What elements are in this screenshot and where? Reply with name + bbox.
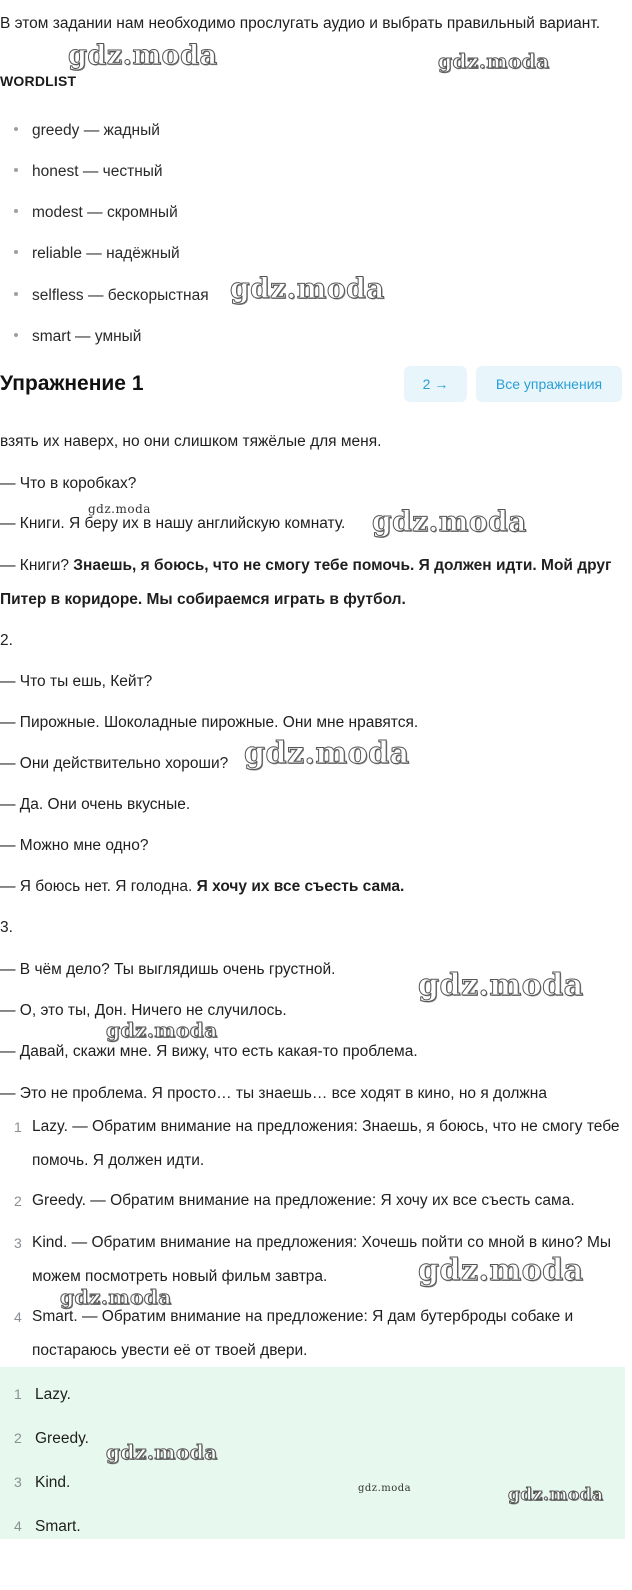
transcript-line: — Они действительно хороши? — [0, 755, 229, 772]
transcript-line: — Книги? Знаешь, я боюсь, что не смогу тебе помочь. Я должен идти. Мой друг — [0, 557, 612, 574]
explanation-item: 1 Lazy. — Обратим внимание на предложения: Знаешь, я боюсь, что не смогу тебе помочь. Я должен идти. — [14, 1118, 620, 1169]
watermark: gdz.moda — [438, 49, 550, 73]
all-exercises-button[interactable]: Все упражнения — [476, 366, 622, 402]
transcript-line: — Я боюсь нет. Я голодна. Я хочу их все съесть сама. — [0, 878, 405, 895]
watermark: gdz.moda — [88, 502, 151, 516]
watermark: gdz.moda — [68, 40, 218, 71]
watermark: gdz.moda — [418, 968, 584, 1003]
transcript-line: — Пирожные. Шоколадные пирожные. Они мне нравятся. — [0, 714, 419, 731]
exercise-title: Упражнение 1 — [0, 372, 144, 395]
watermark: gdz.moda — [508, 1485, 604, 1505]
transcript-line: — Можно мне одно? — [0, 837, 149, 854]
bullet-icon — [14, 168, 18, 172]
transcript-line: — В чём дело? Ты выглядишь очень грустной. — [0, 961, 336, 978]
watermark: gdz.moda — [372, 505, 527, 538]
watermark: gdz.moda — [230, 272, 385, 305]
bullet-icon — [14, 250, 18, 254]
explanation-item: 4 Smart. — Обратим внимание на предложение: Я дам бутерброды собаке и постараюсь увести её от твоей двери. — [14, 1308, 574, 1359]
watermark: gdz.moda — [244, 736, 410, 771]
watermark: gdz.moda — [106, 1440, 218, 1464]
watermark: gdz.moda — [418, 1253, 584, 1288]
transcript-line: — Книги. Я беру их в нашу английскую комнату. — [0, 515, 346, 532]
bullet-icon — [14, 292, 18, 296]
wordlist-heading: WORDLIST — [0, 73, 77, 89]
answer-item: 1 Lazy. — [14, 1386, 71, 1403]
bullet-icon — [14, 333, 18, 337]
watermark: gdz.moda — [106, 1018, 218, 1042]
answers-panel — [0, 1367, 625, 1539]
dialog-number: 2. — [0, 632, 13, 649]
next-exercise-button[interactable]: 2 → — [404, 366, 467, 402]
watermark: gdz.moda — [358, 1483, 412, 1494]
transcript-line: Питер в коридоре. Мы собираемся играть в футбол. — [0, 591, 406, 608]
wordlist-item: reliable — надёжный — [14, 244, 180, 264]
explanation-item: 2 Greedy. — Обратим внимание на предложение: Я хочу их все съесть сама. — [14, 1192, 575, 1209]
transcript-line: — Что ты ешь, Кейт? — [0, 673, 153, 690]
wordlist-item: smart — умный — [14, 327, 141, 347]
intro-text: В этом задании нам необходимо прослугать аудио и выбрать правильный вариант. — [0, 15, 601, 32]
wordlist-item: selfless — бескорыстная — [14, 286, 209, 306]
answer-item: 2 Greedy. — [14, 1430, 89, 1447]
explanation-item: 3 Kind. — Обратим внимание на предложения: Хочешь пойти со мной в кино? Мы можем посмотреть новый фильм завтра. — [14, 1234, 612, 1285]
watermark: gdz.moda — [60, 1285, 172, 1309]
bullet-icon — [14, 127, 18, 131]
transcript-line: — Давай, скажи мне. Я вижу, что есть какая-то проблема. — [0, 1043, 418, 1060]
bullet-icon — [14, 209, 18, 213]
transcript-line: — Да. Они очень вкусные. — [0, 796, 191, 813]
answer-item: 4 Smart. — [14, 1518, 81, 1535]
wordlist-item: greedy — жадный — [14, 121, 160, 141]
dialog-number: 3. — [0, 919, 13, 936]
transcript-line: — О, это ты, Дон. Ничего не случилось. — [0, 1002, 287, 1019]
wordlist-item: modest — скромный — [14, 203, 178, 223]
transcript-line: — Это не проблема. Я просто… ты знаешь… все ходят в кино, но я должна — [0, 1085, 547, 1102]
transcript-line: взять их наверх, но они слишком тяжёлые для меня. — [0, 433, 382, 450]
wordlist-item: honest — честный — [14, 162, 163, 182]
answer-item: 3 Kind. — [14, 1474, 71, 1491]
transcript-line: — Что в коробках? — [0, 475, 137, 492]
